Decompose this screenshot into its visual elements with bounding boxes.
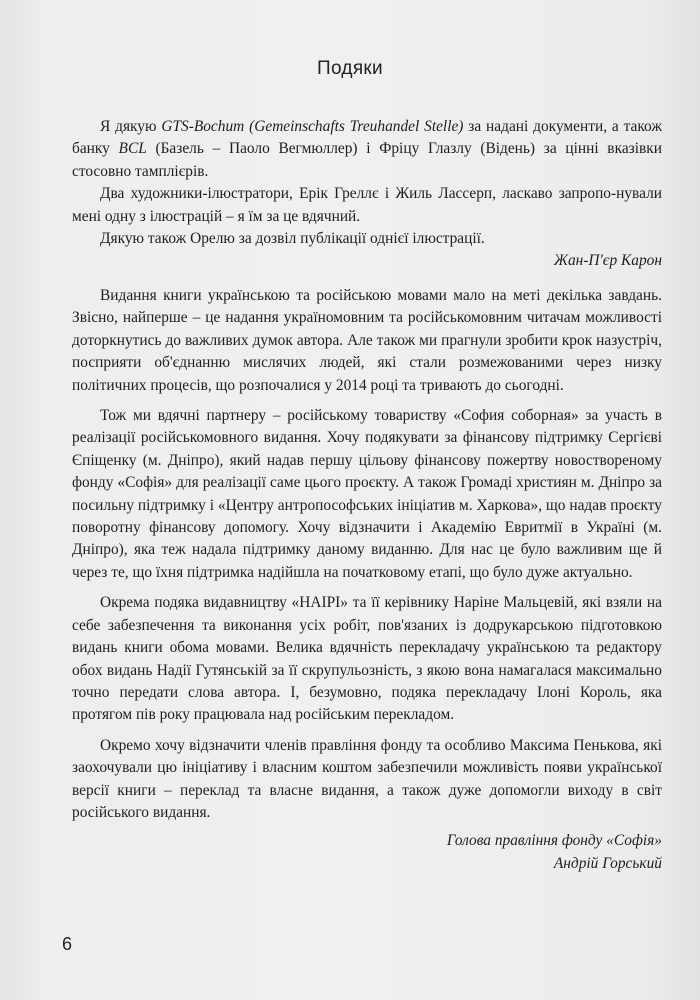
author-signature: Жан-П'єр Карон	[553, 252, 662, 270]
gts-bochum-name: GTS-Bochum (Gemeinschafts Treuhandel Stelle)	[161, 118, 464, 135]
publisher-thanks-section	[72, 285, 662, 875]
page-number: 6	[62, 934, 73, 954]
foreword-paragraph-1: Видання книги українською та російською мовами мало на меті декілька завдань. Звісно, найперше – це надання україномовним та російськомовним читачам можливості доторкнутись до важливих думок автора. Але також ми прагнули зробити крок назустріч, посприяти об'єднанню мислячих людей, які стали розмежованими через низку політичних процесів, що розпочалися у 2014 році та тривають до сьогодні.	[72, 287, 662, 394]
thanks-text-1c: (Базель – Паоло Вегмюллер) і Фріцу Глазлу (Відень) за цінні вказівки стосовно тамплієрів.	[72, 140, 662, 180]
foreword-paragraph-4: Окремо хочу відзначити членів правління фонду та особливо Максима Пенькова, які заохочували цю ініціативу і власним коштом забезпечили можливість появи української версії книги – переклад та власне видання, а також дуже допомогли виходу в світ російського видання.	[72, 736, 662, 821]
signature-name: Андрій Горський	[553, 854, 662, 872]
thanks-text-1a: Я дякую	[100, 118, 162, 135]
thanks-paragraph-1	[72, 116, 662, 183]
author-thanks-section	[72, 116, 662, 273]
bcl-bank-name: BCL	[118, 140, 147, 158]
chairman-signature	[72, 830, 662, 875]
foreword-paragraph-3: Окрема подяка видавництву «НАІРІ» та її керівнику Наріне Мальцевій, які взяли на себе забезпечення та виконання усіх робіт, пов'язаних із додрукарською підготовкою видань книги обома мовами. Велика вдячність перекладачу українською та редактору обох видань Надії Гутянській за її скрупульозність, з якою вона намагалася максимально точно передати слова автора. І, безумовно, подяка перекладачу Ілоні Король, яка протягом пів року працювала над російським перекладом.	[72, 594, 662, 724]
thanks-paragraph-3: Дякую також Орелю за дозвіл публікації однієї ілюстрації.	[100, 230, 485, 248]
page-title: Подяки	[317, 58, 383, 79]
thanks-paragraph-2: Два художники-ілюстратори, Ерік Греллє і Жиль Лассерп, ласкаво запропо-нували мені одну з ілюстрацій – я їм за це вдячний.	[72, 185, 662, 225]
foreword-paragraph-2: Тож ми вдячні партнеру – російському товариству «София соборная» за участь в реалізації російськомовного видання. Хочу подякувати за фінансову підтримку Сергієві Єпіщенку (м. Дніпро), який надав першу цільову фінансову пожертву новоствореному фонду «Софія» для реалізації саме цього проєкту. А також Громаді християн м. Дніпро за посильну підтримку і «Центру антропософських ініціатив м. Харкова», що надав проєкту поворотну фінансову допомогу. Хочу відзначити і Академію Евритмії в Україні (м. Дніпро), яка теж надала підтримку даному виданню. Для нас це було важливим ще й через те, що їхня підтримка надійшла на початковому етапі, що було дуже актуально.	[72, 407, 662, 581]
signature-role: Голова правління фонду «Софія»	[446, 832, 662, 850]
thanks-text-1b: за надані документи, а також банку	[72, 118, 662, 158]
